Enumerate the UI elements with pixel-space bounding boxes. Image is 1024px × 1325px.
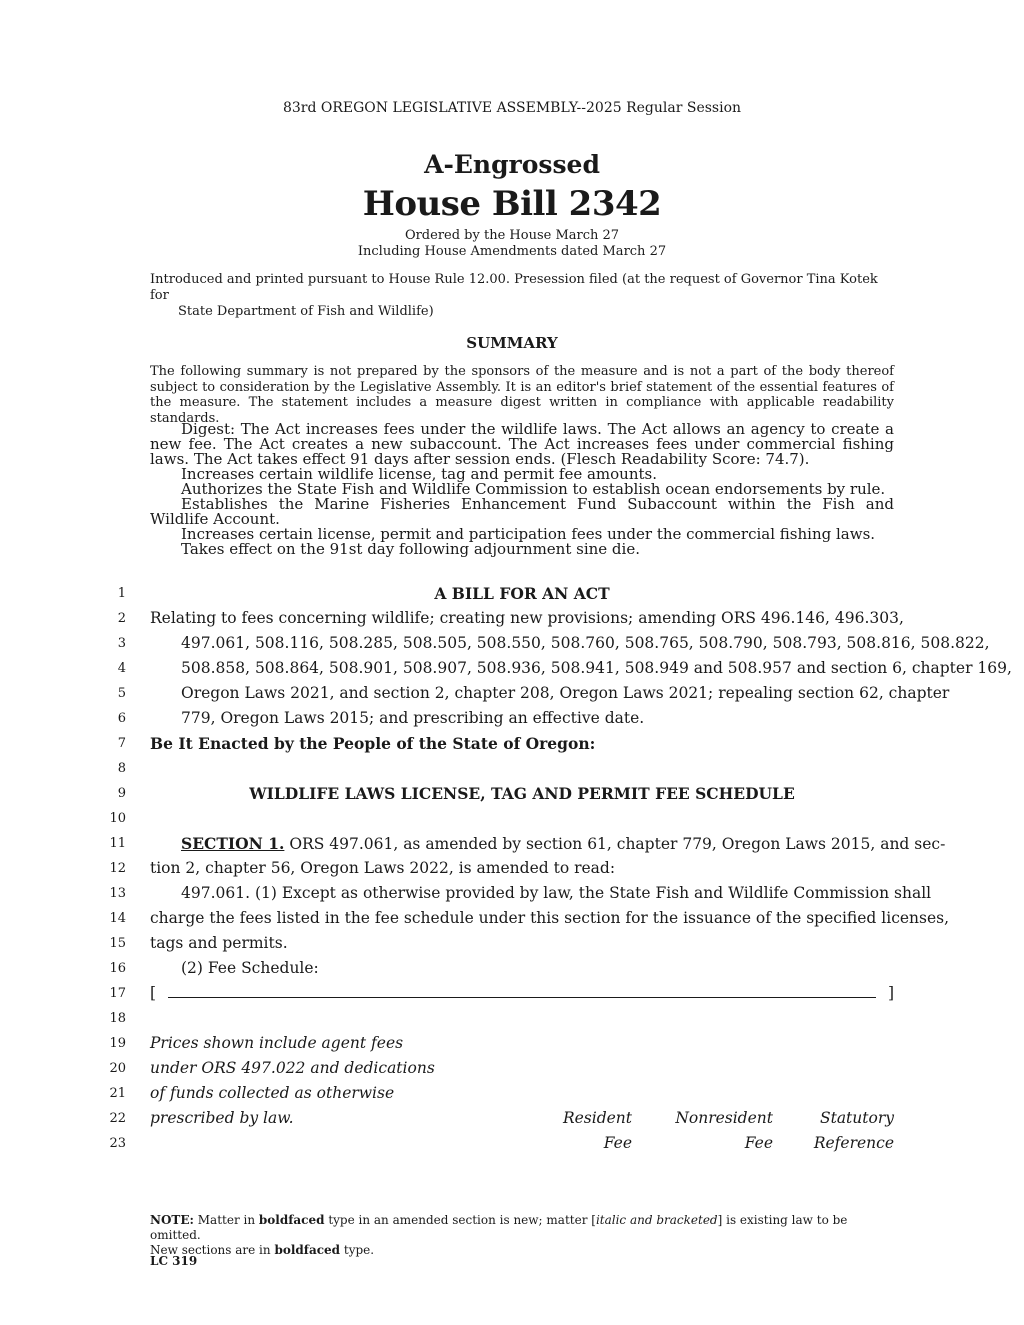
bill-title: House Bill 2342 <box>362 184 662 224</box>
statutory-header-1: Statutory <box>819 1109 894 1127</box>
resident-header-2: Fee <box>603 1134 632 1152</box>
note-bold: boldfaced <box>274 1243 341 1257</box>
section-1-line-1 <box>181 834 946 853</box>
line-number: 20 <box>109 1061 126 1076</box>
line-number: 16 <box>109 961 126 976</box>
relating-line: 779, Oregon Laws 2015; and prescribing an effective date. <box>181 709 645 727</box>
nonresident-header-1: Nonresident <box>675 1109 773 1127</box>
footer-note-line-2 <box>150 1243 894 1258</box>
line-number: 3 <box>117 636 126 651</box>
line-number: 23 <box>109 1136 126 1151</box>
intro-line-2: State Department of Fish and Wildlife) <box>178 304 434 319</box>
line-number: 5 <box>117 686 126 701</box>
line-number: 18 <box>109 1011 126 1026</box>
line-number: 19 <box>109 1036 126 1051</box>
relating-line: Oregon Laws 2021, and section 2, chapter 208, Oregon Laws 2021; repealing section 62, chapter <box>181 684 950 702</box>
schedule-heading: WILDLIFE LAWS LICENSE, TAG AND PERMIT FEE SCHEDULE <box>249 784 795 803</box>
digest-block <box>150 422 894 557</box>
line-number: 21 <box>109 1086 126 1101</box>
note-text: type. <box>340 1243 375 1257</box>
summary-text: The following summary is not prepared by the sponsors of the measure and is not a part of the body thereof subject to consideration by the Legislative Assembly. It is an editor's brief statement of the essential features of the measure. The statement includes a measure digest written in compliance with applicable readability standards. <box>150 364 894 426</box>
footer-note <box>150 1213 894 1258</box>
digest-point: Authorizes the State Fish and Wildlife Commission to establish ocean endorsements by rule. <box>181 480 886 498</box>
deleted-schedule-line <box>150 984 894 1002</box>
note-text: Matter in <box>193 1213 259 1227</box>
line-number: 7 <box>117 736 126 751</box>
intro-statement <box>150 272 894 320</box>
bill-for-act-heading: A BILL FOR AN ACT <box>434 584 610 603</box>
line-number: 6 <box>117 711 126 726</box>
relating-line: Relating to fees concerning wildlife; creating new provisions; amending ORS 496.146, 496.303, <box>150 609 904 627</box>
ordered-info <box>0 228 1024 260</box>
summary-heading: SUMMARY <box>466 334 558 352</box>
body-line-13: 497.061. (1) Except as otherwise provided by law, the State Fish and Wildlife Commission shall <box>181 884 932 902</box>
enacting-clause: Be It Enacted by the People of the State of Oregon: <box>150 734 596 753</box>
prices-note-line: under ORS 497.022 and dedications <box>150 1059 435 1077</box>
section-1-text: ORS 497.061, as amended by section 61, chapter 779, Oregon Laws 2015, and sec- <box>284 835 946 853</box>
nonresident-header-2: Fee <box>744 1134 773 1152</box>
prices-note-line: of funds collected as otherwise <box>150 1084 395 1102</box>
line-number: 9 <box>117 786 126 801</box>
ordered-line-1: Ordered by the House March 27 <box>404 228 620 243</box>
digest-point: Increases certain license, permit and participation fees under the commercial fishing laws. <box>181 525 876 543</box>
prices-note-line: Prices shown include agent fees <box>150 1034 404 1052</box>
note-text: type in an amended section is new; matter [ <box>324 1213 596 1227</box>
resident-header-1: Resident <box>562 1109 632 1127</box>
digest-text: Digest: The Act increases fees under the wildlife laws. The Act allows an agency to create a new fee. The Act creates a new subaccount. The Act increases fees under commercial fishing laws. The Act takes effect 91 days after session ends. (Flesch Readability Score: 74.7). <box>150 420 894 468</box>
body-line-14: charge the fees listed in the fee schedule under this section for the issuance of the specified licenses, <box>150 909 950 927</box>
relating-line: 508.858, 508.864, 508.901, 508.907, 508.936, 508.941, 508.949 and 508.957 and section 6, chapter 169, <box>181 659 1012 677</box>
line-number: 12 <box>109 861 126 876</box>
relating-line: 497.061, 508.116, 508.285, 508.505, 508.550, 508.760, 508.765, 508.790, 508.793, 508.816, 508.822, <box>181 634 990 652</box>
intro-line-1: Introduced and printed pursuant to House Rule 12.00. Presession filed (at the request of Governor Tina Kotek for <box>150 272 878 303</box>
line-number: 1 <box>117 586 126 601</box>
line-number: 2 <box>117 611 126 626</box>
line-number: 15 <box>109 936 126 951</box>
note-bold: boldfaced <box>258 1213 325 1227</box>
digest-point: Takes effect on the 91st day following adjournment sine die. <box>181 540 640 558</box>
session-header: 83rd OREGON LEGISLATIVE ASSEMBLY--2025 Regular Session <box>282 100 742 116</box>
line-number: 11 <box>109 836 126 851</box>
line-number: 14 <box>109 911 126 926</box>
line-number: 17 <box>109 986 126 1001</box>
section-1-line-2: tion 2, chapter 56, Oregon Laws 2022, is amended to read: <box>150 859 616 877</box>
digest-point: Increases certain wildlife license, tag and permit fee amounts. <box>181 465 658 483</box>
note-italic: italic and bracketed <box>595 1213 718 1227</box>
lc-number: LC 319 <box>150 1254 198 1268</box>
footer-note-line-1 <box>150 1213 894 1243</box>
line-number: 10 <box>109 811 126 826</box>
line-number: 8 <box>117 761 126 776</box>
close-bracket: ] <box>887 984 894 1002</box>
line-number: 13 <box>109 886 126 901</box>
body-line-15: tags and permits. <box>150 934 288 952</box>
line-number: 22 <box>109 1111 126 1126</box>
line-number: 4 <box>117 661 126 676</box>
note-label: NOTE: <box>150 1213 194 1227</box>
digest-point: Establishes the Marine Fisheries Enhancement Fund Subaccount within the Fish and Wildlife Account. <box>150 495 894 528</box>
section-1-label: SECTION 1. <box>181 834 285 853</box>
prices-note-line: prescribed by law. <box>150 1109 294 1127</box>
fee-schedule-label: (2) Fee Schedule: <box>181 959 319 977</box>
note-text: ] is existing law to be omitted. <box>150 1213 848 1242</box>
ordered-line-2: Including House Amendments dated March 27 <box>357 244 667 259</box>
deletion-rule <box>168 996 876 998</box>
statutory-header-2: Reference <box>813 1134 894 1152</box>
open-bracket: [ <box>150 984 157 1002</box>
engrossed-label: A-Engrossed <box>424 150 600 179</box>
note-text: New sections are in <box>150 1243 275 1257</box>
